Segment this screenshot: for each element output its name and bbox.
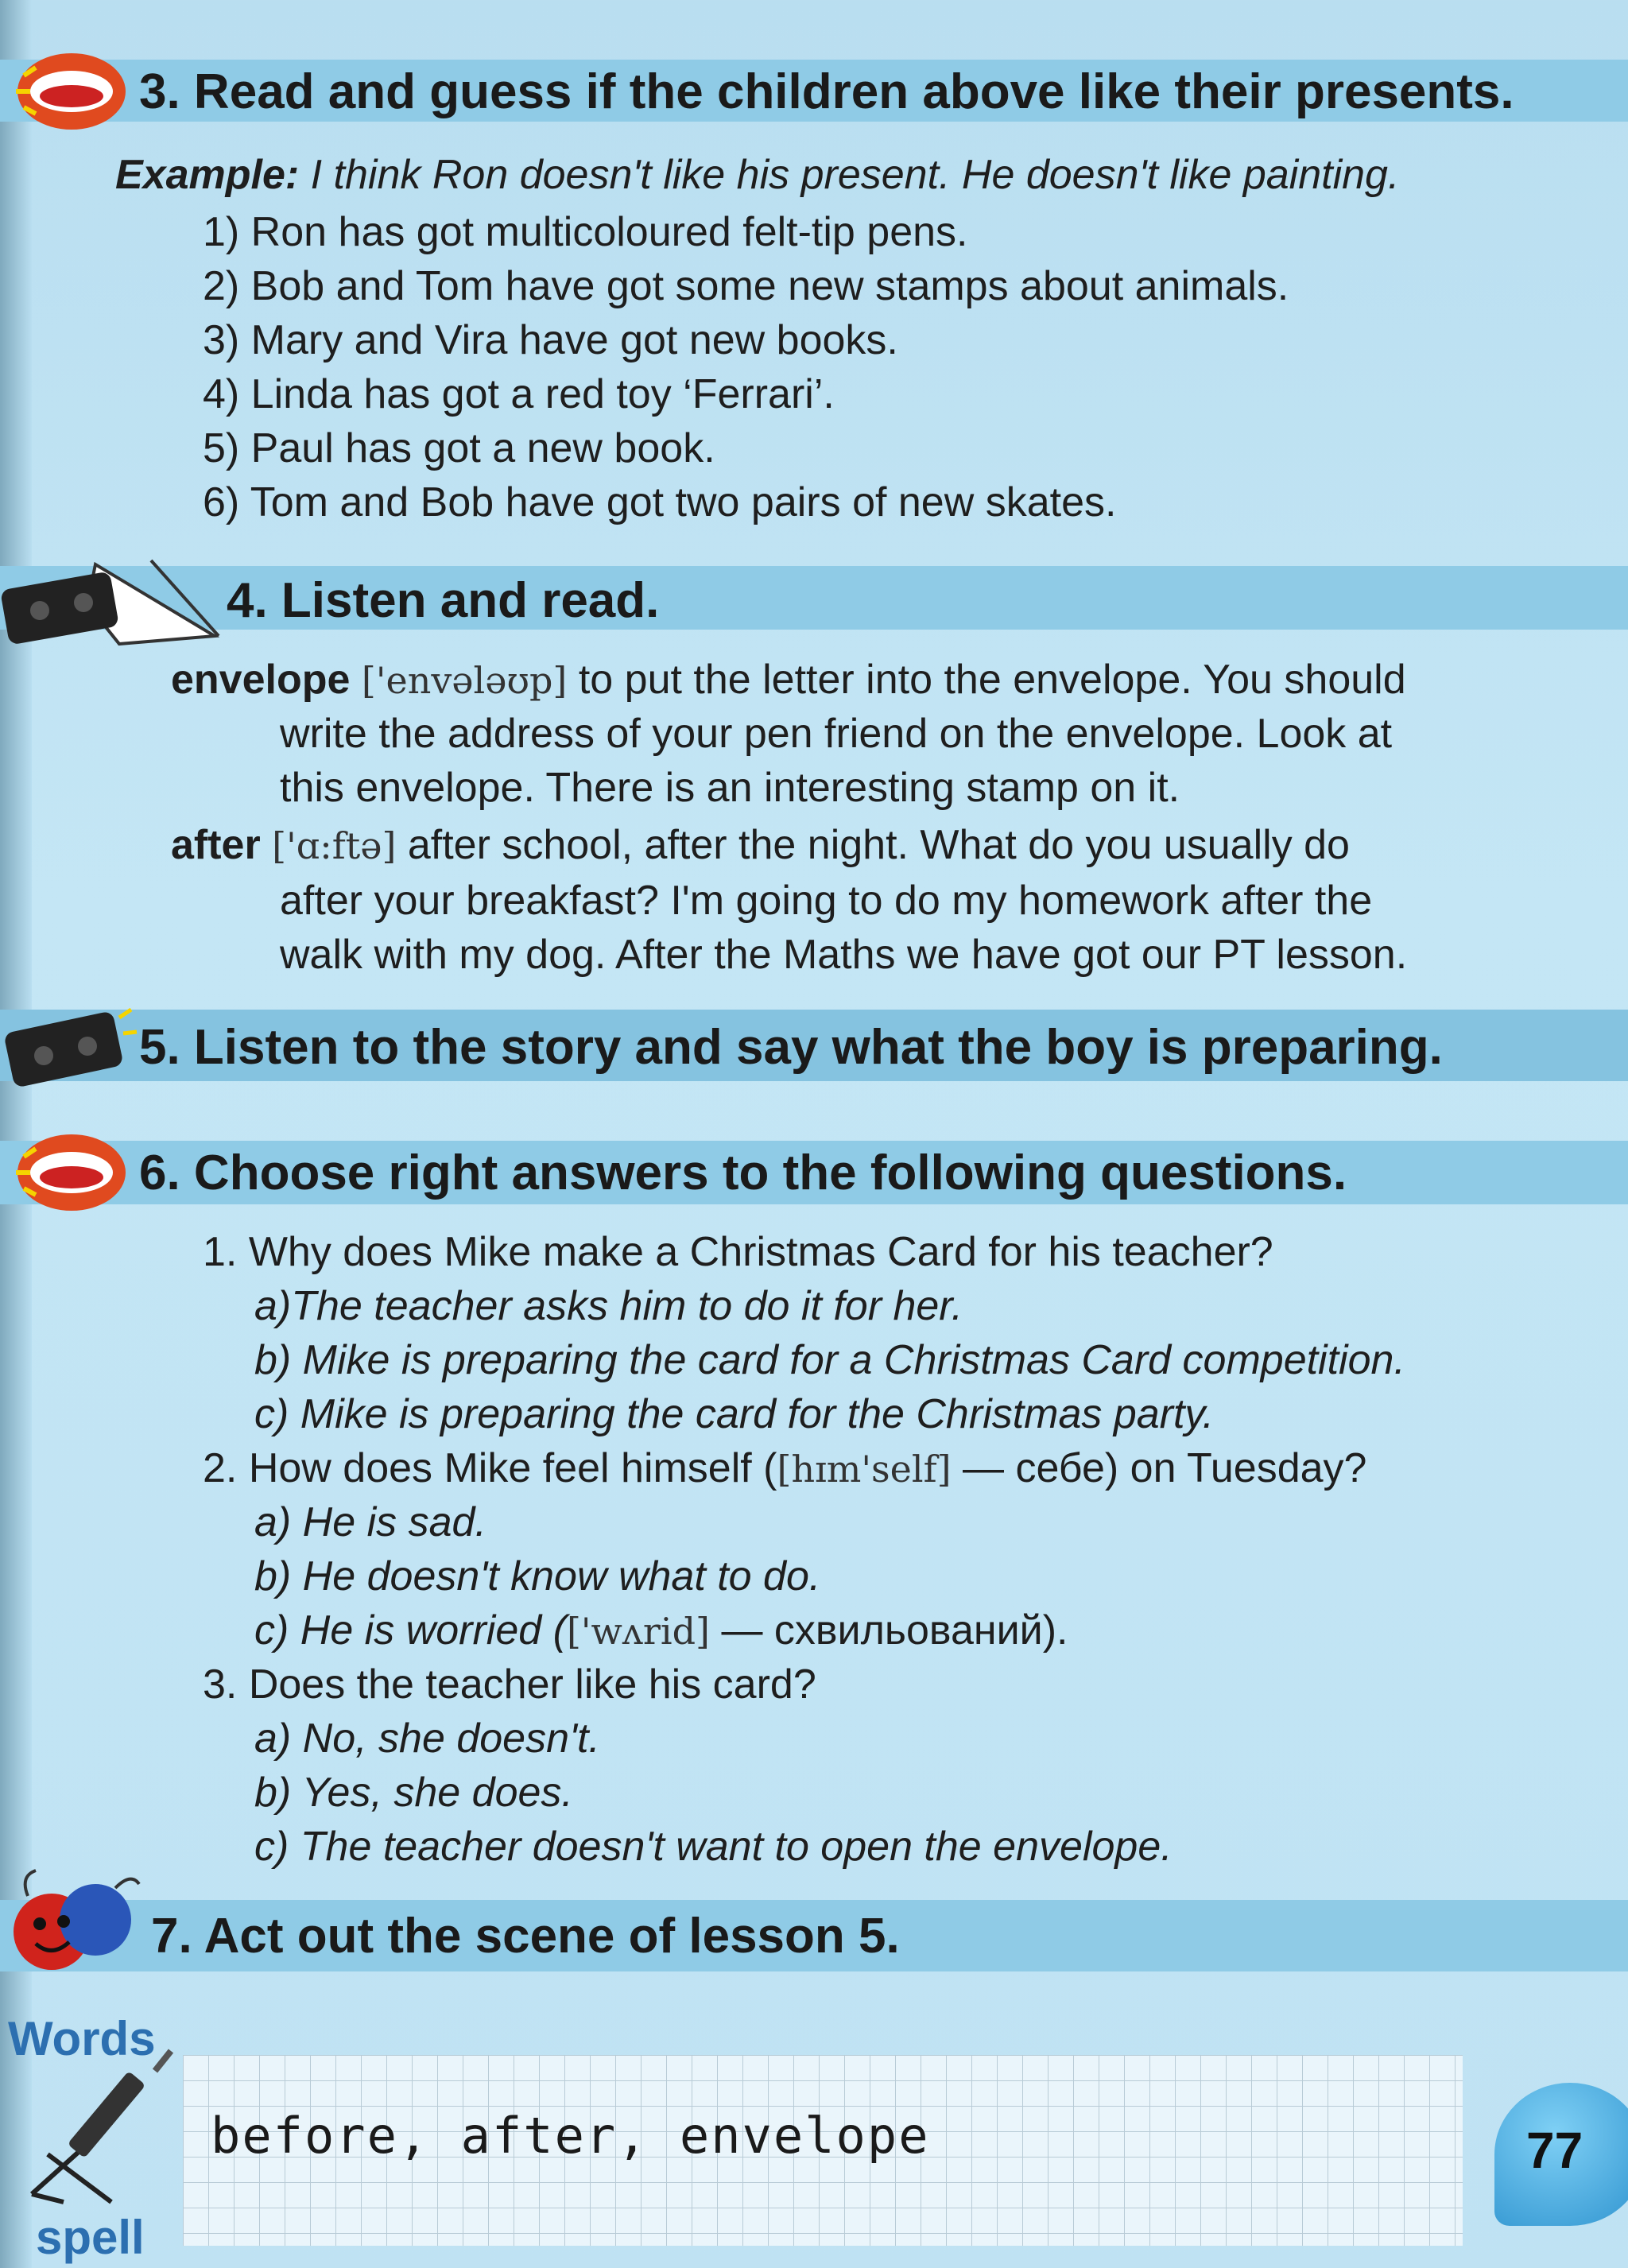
answer-option: b) Mike is preparing the card for a Christmas Card competition. — [254, 1337, 1405, 1383]
question: 1. Why does Mike make a Christmas Card for his teacher? — [203, 1229, 1273, 1275]
transcription: ['envələʊp] — [361, 659, 568, 702]
ex3-example — [115, 151, 1399, 199]
answer-option: b) Yes, she does. — [254, 1770, 573, 1816]
answer-text: c) He is worried ( — [254, 1607, 567, 1654]
ex3-item: 3) Mary and Vira have got new books. — [203, 317, 898, 363]
page-number-badge — [1494, 2083, 1628, 2226]
answer-option: a) He is sad. — [254, 1499, 486, 1545]
speaking-lips-icon — [8, 44, 135, 139]
handwritten-words: before, after, envelope — [211, 2107, 930, 2165]
speaking-lips-icon — [8, 1125, 135, 1220]
entry-text-line: write the address of your pen friend on the envelope. Look at — [280, 711, 1393, 757]
ex3-item: 1) Ron has got multicoloured felt-tip pens. — [203, 209, 968, 255]
ex3-item: 6) Tom and Bob have got two pairs of new skates. — [203, 479, 1117, 525]
question-text: 2. How does Mike feel himself ( — [203, 1445, 777, 1491]
entry-text: to put the letter into the envelope. You should — [578, 657, 1406, 703]
entry-text-line: this envelope. There is an interesting stamp on it. — [280, 765, 1180, 811]
entry-text-line: after your breakfast? I'm going to do my homework after the — [280, 878, 1373, 924]
ex6-heading: 6. Choose right answers to the following questions. — [139, 1146, 1347, 1200]
ex3-item: 4) Linda has got a red toy ‘Ferrari’. — [203, 371, 835, 417]
question: 3. Does the teacher like his card? — [203, 1661, 816, 1708]
answer-option: a) No, she doesn't. — [254, 1716, 600, 1762]
entry-after — [171, 821, 1350, 869]
answer-option: a)The teacher asks him to do it for her. — [254, 1283, 963, 1329]
question-text: — себе) on Tuesday? — [951, 1445, 1367, 1491]
page-number: 77 — [1526, 2122, 1583, 2179]
words-label: Words — [8, 2012, 156, 2065]
ex3-item: 2) Bob and Tom have got some new stamps about animals. — [203, 263, 1289, 309]
entry-text-line: walk with my dog. After the Maths we have got our PT lesson. — [280, 932, 1408, 978]
answer-option: c) The teacher doesn't want to open the envelope. — [254, 1824, 1173, 1870]
answer-option — [254, 1607, 1068, 1654]
question — [203, 1444, 1366, 1492]
ex4-heading: 4. Listen and read. — [227, 573, 660, 628]
pen-ruler-icon — [16, 2035, 199, 2210]
ex3-heading: 3. Read and guess if the children above like their presents. — [139, 64, 1514, 119]
transcription: ['ɑ:ftə] — [272, 824, 397, 867]
ex3-item: 5) Paul has got a new book. — [203, 425, 715, 471]
entry-text: after school, after the night. What do you usually do — [407, 822, 1350, 868]
entry-word: after — [171, 822, 261, 868]
answer-option: c) Mike is preparing the card for the Christmas party. — [254, 1391, 1215, 1437]
ex7-heading: 7. Act out the scene of lesson 5. — [151, 1909, 900, 1964]
transcription: ['wʌrid] — [566, 1610, 710, 1653]
example-text: I think Ron doesn't like his present. He doesn't like painting. — [299, 152, 1400, 198]
answer-option: b) He doesn't know what to do. — [254, 1553, 821, 1599]
example-label: Example: — [115, 152, 300, 198]
transcription: [hɪm'self] — [777, 1448, 952, 1491]
cassette-icon — [0, 1002, 139, 1097]
entry-envelope — [171, 656, 1406, 704]
entry-word: envelope — [171, 657, 351, 703]
theatre-masks-icon — [4, 1864, 151, 1983]
spell-label: spell — [36, 2211, 145, 2264]
cassette-book-icon — [0, 549, 231, 652]
ex5-heading: 5. Listen to the story and say what the boy is preparing. — [139, 1020, 1443, 1075]
answer-text: — схвильований). — [710, 1607, 1068, 1654]
